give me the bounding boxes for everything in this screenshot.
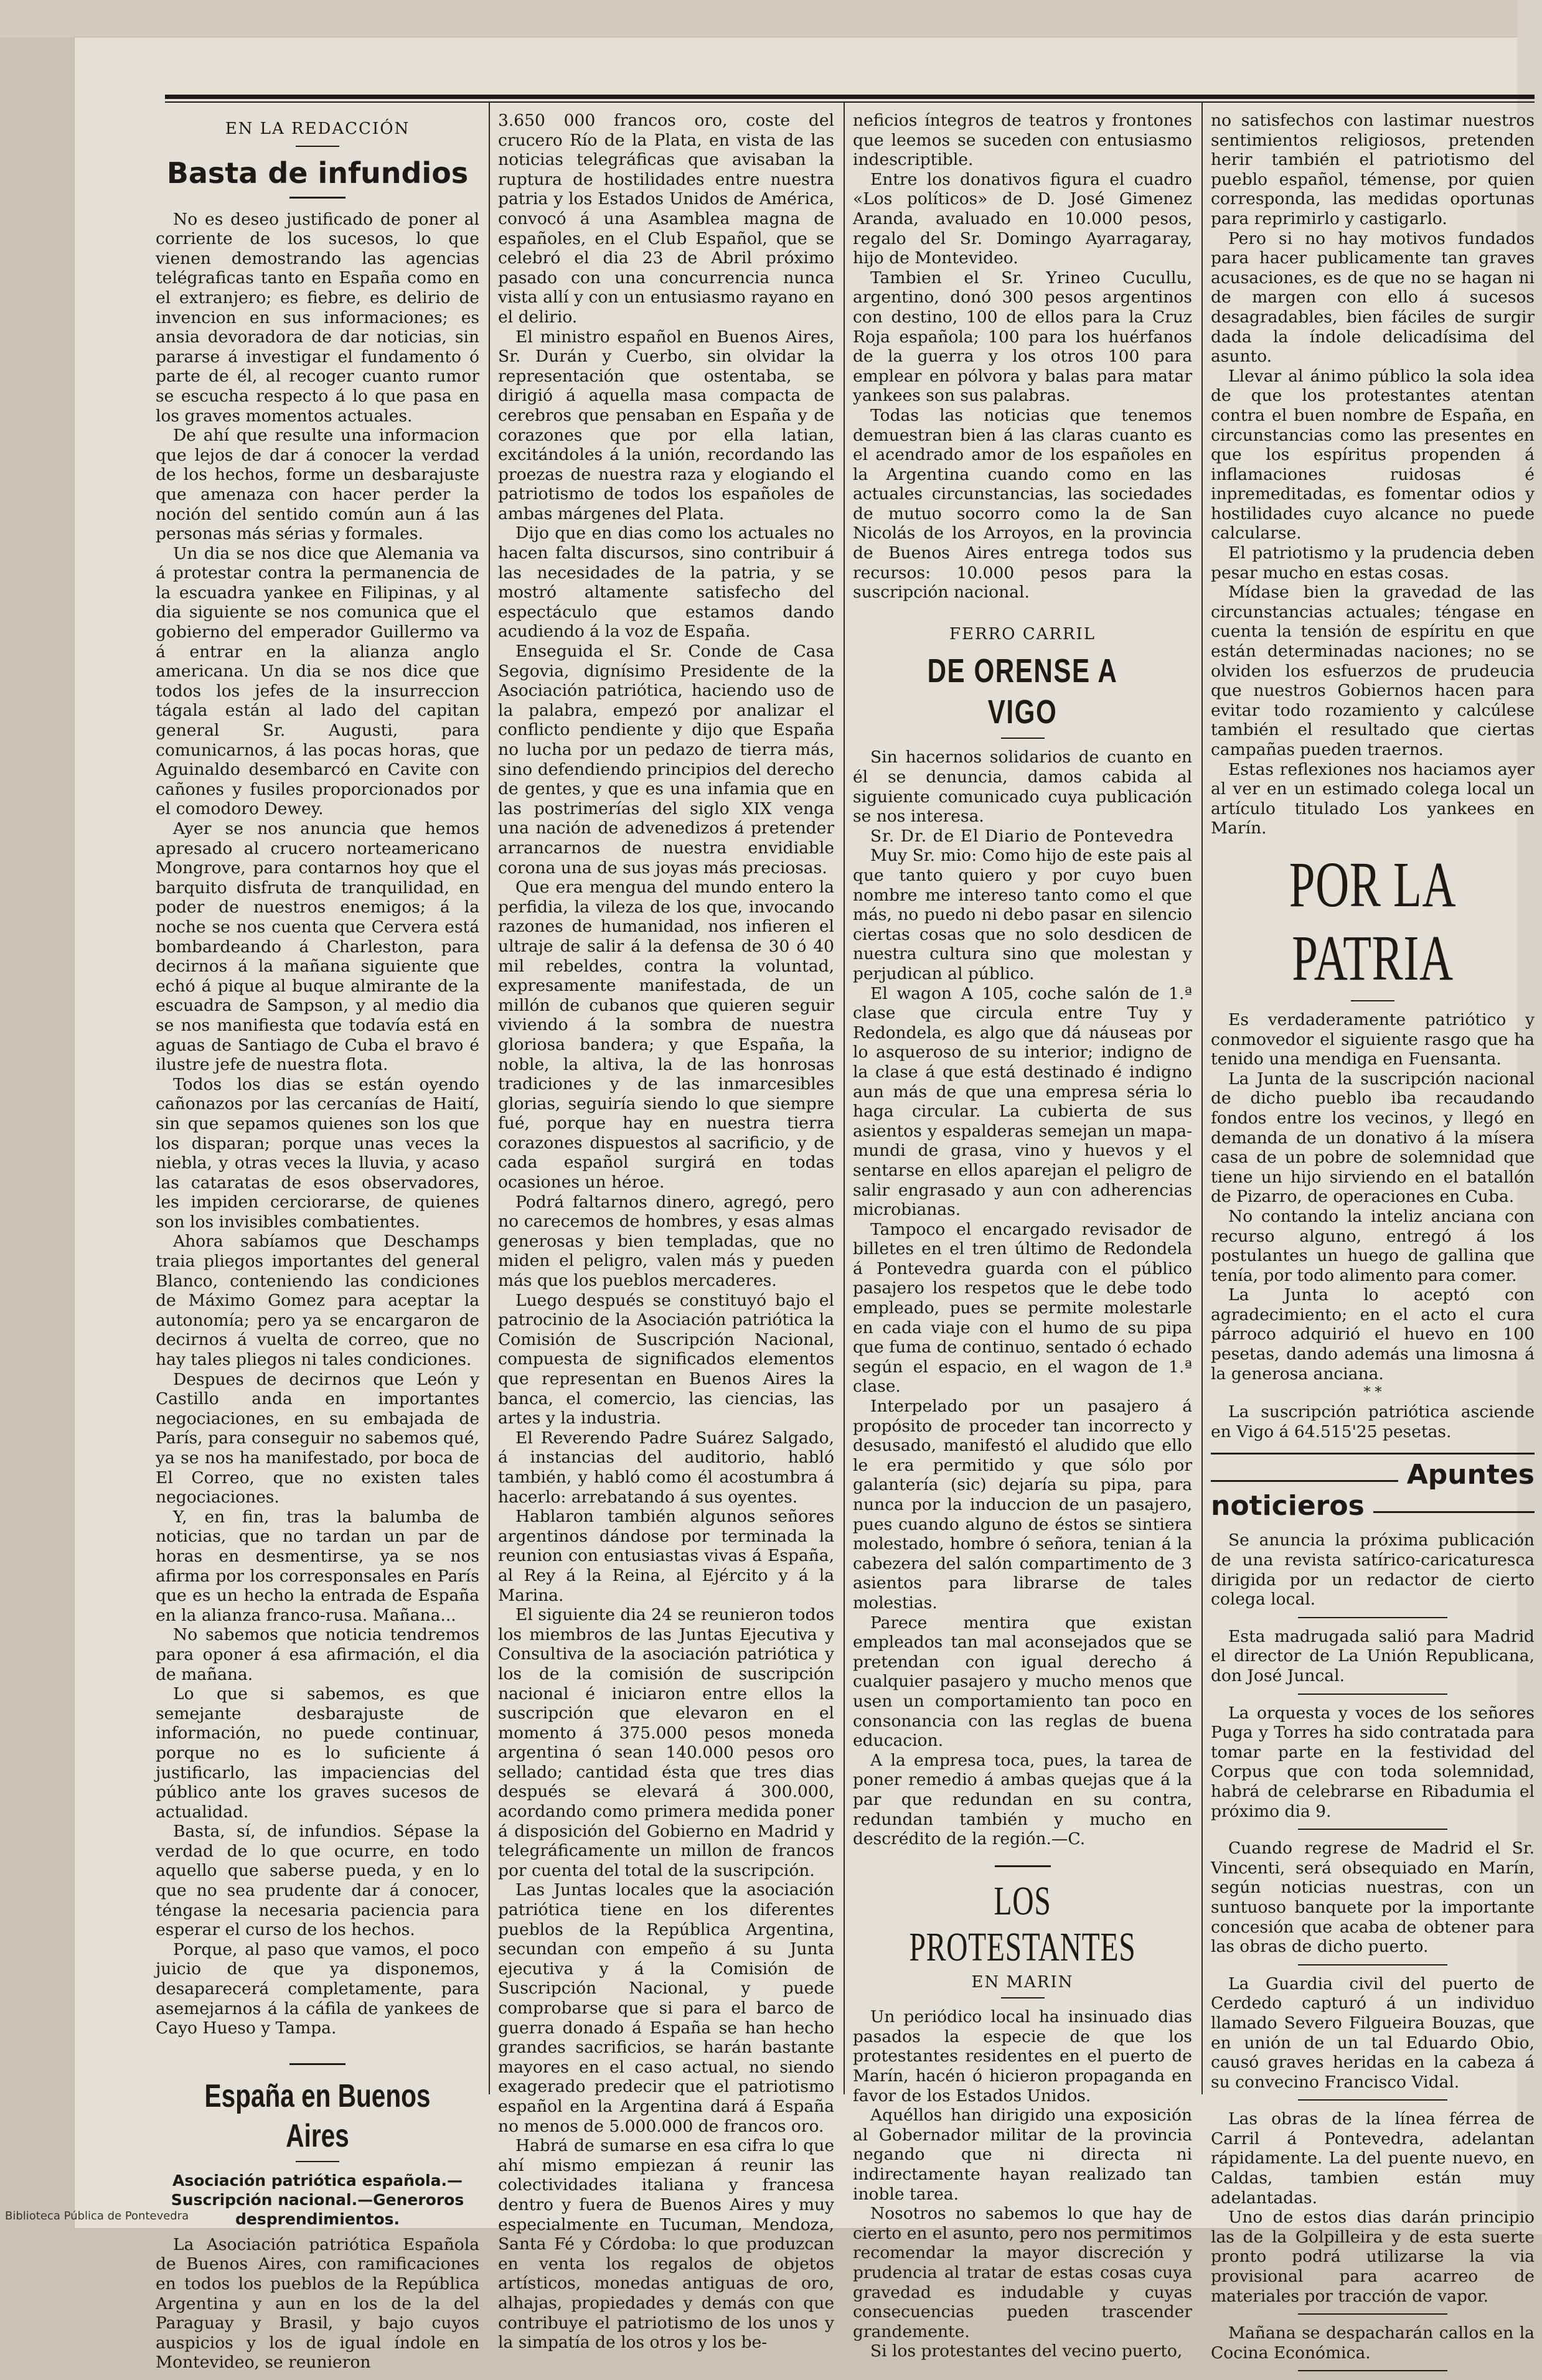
news-item: Uno de estos dias darán principio las de la Golpilleira y de esta suerte pronto podrá utilizarse la via provisional para acarreo de materiales por tracción de vapor. xyxy=(1211,2208,1535,2306)
paragraph: no satisfechos con lastimar nuestros sentimientos religiosos, pretenden herir también el patriotismo del pueblo español, témense, por quien corresponda, las medidas oportunas para reprimirlo y castigarlo. xyxy=(1211,111,1535,228)
paragraph: Llevar al ánimo público la sola idea de que los protestantes atentan contra el buen nombre de España, en circunstancias como las presentes en que los espíritus propenden á inflamaciones ruidosas é inpremeditadas, es fomentar odios y hostilidades cuyo alcance no puede calcularse. xyxy=(1211,366,1535,543)
paragraph: La suscripción patriótica asciende en Vigo á 64.515'25 pesetas. xyxy=(1211,1402,1535,1441)
divider xyxy=(1351,1000,1394,1001)
section-kicker: EN LA REDACCIÓN xyxy=(225,119,410,138)
divider xyxy=(1001,1997,1045,1998)
headline-de-orense-a-vigo: DE ORENSE A VIGO xyxy=(927,652,1118,731)
divider xyxy=(1001,738,1045,739)
paragraph: Habrá de sumarse en esa cifra lo que ahí mismo empiezan á reunir las colectividades italiana y francesa dentro y fuera de Buenos Aires y muy especialmente en Tucuman, Mendoza, Santa Fé y Córdoba: lo que produzcan en venta los regalos de objetos artísticos, monedas antiguas de oro, alhajas, propiedades y demás con que contribuye el patriotismo de los unos y la simpatía de los otros y los be- xyxy=(498,2136,834,2353)
top-rule-thin xyxy=(165,101,1535,103)
paragraph: 3.650 000 francos oro, coste del crucero Río de la Plata, en vista de las noticias telegráficas que avisaban la ruptura de hostilidades entre nuestra patria y los Estados Unidos de América, convocó á una Asamblea magna de españoles, en el Club Español, que se celebró el dia 23 de Abril próximo pasado con una concurrencia nunca vista allí y con un entusiasmo rayano en el delirio. xyxy=(498,111,834,327)
paragraph: Despues de decirnos que León y Castillo anda en importantes negociaciones, en su embajada de París, para conseguir no sabemos qué, ya se nos ha manifestado, por boca de El Correo, que no existen tales negociaciones. xyxy=(156,1369,479,1507)
paragraph: Muy Sr. mio: Como hijo de este pais al que tanto quiero y por cuyo buen nombre me intereso tanto como el que más, no puedo ni debo pasar en silencio ciertas cosas que no solo desdicen de nuestra cultura sino que molestan y perjudican al público. xyxy=(853,846,1192,983)
paragraph: Que era mengua del mundo entero la perfidia, la vileza de los que, invocando razones de humanidad, nos infieren el ultraje de salir á la defensa de 30 ó 40 mil rebeldes, contra la voluntad, expresamente manifestada, de un millón de cubanos que quieren seguir viviendo á la sombra de nuestra gloriosa bandera; y que España, la noble, la altiva, la de las honrosas tradiciones y de las inmarcesibles glorias, seguiría siendo lo que siempre fué, porque hay en nuestra tierra corazones dispuestos al sacrificio, y de cada español surgirá en todas ocasiones un héroe. xyxy=(498,878,834,1192)
paragraph: Un dia se nos dice que Alemania va á protestar contra la permanencia de la escuadra yankee en Filipinas, y al dia siguiente se nos comunica que el gobierno del emperador Guillermo va á entrar en la alianza anglo americana. Un dia se nos dice que todos los jefes de la insurreccion tágala están al lado del capitan general Sr. Augusti, para comunicarnos, á las pocas horas, que Aguinaldo desembarcó en Cavite con cañones y fusiles proporcionados por el comodoro Dewey. xyxy=(156,543,479,819)
paragraph: Aquéllos han dirigido una exposición al Gobernador militar de la provincia negando que ni directa ni indirectamente hayan realizado tan inoble tarea. xyxy=(853,2106,1192,2204)
headline-noticieros: noticieros xyxy=(1211,1490,1365,1522)
paragraph: Lo que si sabemos, es que semejante desbarajuste de información, no puede continuar, porque no es lo suficiente á justificarlo, las impaciencias del público ante los graves sucesos de actualidad. xyxy=(156,1684,479,1822)
paragraph: La Junta lo aceptó con agradecimiento; en el acto el cura párroco adquirió el huevo en 100 pesetas, dando además una limosna á la generosa anciana. xyxy=(1211,1285,1535,1384)
paragraph: Ahora sabíamos que Deschamps traia pliegos importantes del general Blanco, conteniendo las condiciones de Máximo Gomez para aceptar la autonomía; pero ya se encargaron de decirnos á vuelta de correo, que no hay tales pliegos ni tales condiciones. xyxy=(156,1232,479,1370)
paragraph: A la empresa toca, pues, la tarea de poner remedio á ambas quejas que á la par que redundan en su contra, redundan también y mucho en descrédito de la región.—C. xyxy=(853,1750,1192,1849)
paragraph: Si los protestantes del vecino puerto, xyxy=(870,2341,1183,2361)
paragraph: Un periódico local ha insinuado dias pasados la especie de que los protestantes residentes en el puerto de Marín, hacén ó hicieron propaganda en favor de los Estados Unidos. xyxy=(853,2007,1192,2106)
column-1 xyxy=(156,111,479,2373)
paragraph: Sin hacernos solidarios de cuanto en él se denuncia, damos cabida al siguiente comunicado cuya publicación se nos interesa. xyxy=(853,747,1192,827)
paragraph: De ahí que resulte una informacion que lejos de dar á conocer la verdad de los hechos, forme un desbarajuste que amenaza con hacer perder la noción del sentido común aun á las personas más sérias y formales. xyxy=(156,426,479,544)
headline-los-protestantes: LOS PROTESTANTES xyxy=(909,1878,1136,1970)
paragraph: neficios íntegros de teatros y frontones que leemos se suceden con entusiasmo indescriptible. xyxy=(853,111,1192,170)
divider xyxy=(289,2063,346,2065)
paragraph: Ayer se nos anuncia que hemos apresado al crucero norteamericano Mongrove, para contarnos hoy que el barquito disfruta de tranquilidad, en poder de nuestros enemigos; á la noche se nos cuenta que Cervera está bombardeando á Charleston, para decirnos á la mañana siguiente que echó á pique al buque almirante de la escuadra de Sampson, y al medio dia se nos manifiesta que todavía está en aguas de Santiago de Cuba el bravo é ilustre jefe de nuestra flota. xyxy=(156,819,479,1075)
heading-rule xyxy=(1211,1480,1398,1482)
section-kicker: EN MARIN xyxy=(971,1972,1074,1992)
paragraph: Y, en fin, tras la balumba de noticias, que no tardan un par de horas en desmentirse, ya se nos afirma por los corresponsales en París que es un hecho la entrada de España en la alianza franco-rusa. Mañana... xyxy=(156,1507,479,1625)
asterism: * * xyxy=(1363,1385,1382,1401)
paragraph: Interpelado por un pasajero á propósito de proceder tan incorrecto y desusado, manifestó el aludido que ello le era permitido y que sólo por galantería (sic) dejaría su pipa, para nunca por la induccion de un pasajero, pues cuando alguno de éstos se sintiera molestado, hombre ó señora, tenian á la cabezera del salón compartimento de 3 asientos para librarse de tales molestias. xyxy=(853,1397,1192,1613)
paragraph: Pero si no hay motivos fundados para hacer publicamente tan graves acusaciones, es de que no se hagan ni de margen con ello á sucesos desagradables, bien fáciles de surgir dada la índole delicadísima del asunto. xyxy=(1211,228,1535,367)
paragraph: No es deseo justificado de poner al corriente de los sucesos, lo que vienen demostrando las agencias telégraficas tanto en España como en el extranjero; es fiebre, es delirio de invencion en sus informaciones; es ansia devoradora de dar noticias, sin pararse á investigar el fundamento ó parte de él, al recoger cuanto rumor se escucha respecto á lo que pasa en los graves momentos actuales. xyxy=(156,209,479,426)
apuntes-heading xyxy=(1211,1459,1535,1491)
headline-espana-en-buenos-aires: España en Buenos Aires xyxy=(204,2078,431,2154)
divider xyxy=(1298,1617,1447,1618)
divider xyxy=(296,146,339,147)
noticieros-heading xyxy=(1211,1491,1535,1522)
news-item: Esta madrugada salió para Madrid el director de La Unión Republicana, don José Juncal. xyxy=(1211,1626,1535,1685)
paragraph: Luego después se constituyó bajo el patrocinio de la Asociación patriótica la Comisión de Suscripción Nacional, compuesta de significados elementos que representan en Buenos Aires la banca, el comercio, las ciencias, las artes y la industria. xyxy=(498,1290,834,1428)
divider xyxy=(1298,2313,1447,2315)
library-credit: Biblioteca Pública de Pontevedra xyxy=(5,2209,189,2223)
paragraph: Enseguida el Sr. Conde de Casa Segovia, dignísimo Presidente de la Asociación patriótica, haciendo uso de la palabra, empezó por analizar el conflicto pendiente y dijo que España no lucha por un pedazo de tierra más, sino defendiendo principios del derecho de gentes, y que es una infamia que en las postrimerías del siglo XIX venga una nación de advenedizos á pretender arrancarnos de nuestra envidiable corona una de sus joyas más preciosas. xyxy=(498,642,834,878)
column-rule xyxy=(489,103,490,2094)
column-rule xyxy=(1201,103,1203,2094)
divider xyxy=(1298,1829,1447,1830)
divider xyxy=(1298,1964,1447,1965)
paragraph: La Asociación patriótica Española de Buenos Aires, con ramificaciones en todos los pueblos de la República Argentina y aun en los de la del Paraguay y Brasil, y bajo cuyos auspicios y los de igual índole en Montevideo, se reunieron xyxy=(156,2234,479,2373)
paragraph: Tampoco el encargado revisador de billetes en el tren último de Redondela á Pontevedra guarda con el público pasajero los respetos que le debe todo empleado, pues se permite molestarle en cada viaje con el humo de su pipa que fuma de continuo, sentado ó echado según el espacio, en el wagon de 1.ª clase. xyxy=(853,1219,1192,1397)
paragraph: El patriotismo y la prudencia deben pesar mucho en estas cosas. xyxy=(1211,543,1535,583)
paragraph: Hablaron también algunos señores argentinos dándose por terminada la reunion con entusiastas vivas á España, al Rey á la Reina, al Ejército y á la Marina. xyxy=(498,1507,834,1605)
paragraph: Porque, al paso que vamos, el poco juicio de que ya disponemos, desaparecerá completamente, para asemejarnos á la cáfila de yankees de Cayo Hueso y Tampa. xyxy=(156,1939,479,2038)
paragraph: Parece mentira que existan empleados tan mal aconsejados que se pretendan con igual derecho á cualquier pasajero y mucho menos que usen un comportamiento tan poco en consonancia con las reglas de buena educacion. xyxy=(853,1613,1192,1751)
divider xyxy=(289,197,346,199)
column-4 xyxy=(1211,111,1535,2380)
news-item: La Guardia civil del puerto de Cerdedo capturó á un individuo llamado Severo Filgueira Bouzas, que en unión de un tal Eduardo Obio, causó graves heridas en la cabeza á su convecino Francisco Vidal. xyxy=(1211,1974,1535,2092)
column-3 xyxy=(853,111,1192,2361)
letter-salutation: Sr. Dr. de El Diario de Pontevedra xyxy=(870,826,1175,846)
column-2 xyxy=(498,111,834,2353)
divider xyxy=(296,2161,339,2162)
news-item: Las obras de la línea férrea de Carril á Pontevedra, adelantan rápidamente. La del puente nuevo, en Caldas, tambien están muy adelantadas. xyxy=(1211,2109,1535,2208)
headline-por-la-patria: POR LA PATRIA xyxy=(1289,848,1457,994)
paragraph: Las Juntas locales que la asociación patriótica tiene en los diferentes pueblos de la República Argentina, secundan con empeño á su Junta ejecutiva y á la Comisión de Suscripción Nacional, y puede comprobarse que si para el barco de guerra donado á España se han hecho grandes sacrificios, se harán bastante mayores en el caso actual, no siendo exagerado predecir que el patriotismo español en la Argentina dará á España no menos de 5.000.000 de francos oro. xyxy=(498,1880,834,2136)
paragraph: Dijo que en dias como los actuales no hacen falta discursos, sino contribuir á las necesidades de la patria, y se mostró altamente satisfecho del espectáculo que estamos dando acudiendo á la voz de España. xyxy=(498,523,834,642)
paragraph: No sabemos que noticia tendremos para oponer á esa afirmación, el dia de mañana. xyxy=(156,1625,479,1684)
paragraph: Podrá faltarnos dinero, agregó, pero no carecemos de hombres, y esas almas generosas y bien templadas, que no miden el peligro, valen más y pueden más que los pueblos mercaderes. xyxy=(498,1192,834,1291)
paragraph: La Junta de la suscripción nacional de dicho pueblo iba recaudando fondos entre los vecinos, y llegó en demanda de un donativo á la mísera casa de un pobre de solemnidad que tiene un hijo sirviendo en el batallón de Pizarro, de operaciones en Cuba. xyxy=(1211,1069,1535,1207)
paragraph: Todas las noticias que tenemos demuestran bien á las claras cuanto es el acendrado amor de los españoles en la Argentina cuando como en las actuales circunstancias, las sociedades de mutuo socorro como la de San Nicolás de los Arroyos, en la provincia de Buenos Aires entrega todos sus recursos: 10.000 pesos para la suscripción nacional. xyxy=(853,405,1192,602)
news-item: Se anuncia la próxima publicación de una revista satírico-caricaturesca dirigida por un redactor de cierto colega local. xyxy=(1211,1530,1535,1609)
paragraph: Estas reflexiones nos haciamos ayer al ver en un estimado colega local un artículo titulado Los yankees en Marín. xyxy=(1211,759,1535,838)
paragraph: Es verdaderamente patriótico y conmovedor el siguiente rasgo que ha tenido una mendiga en Fuensanta. xyxy=(1211,1010,1535,1069)
section-kicker: FERRO CARRIL xyxy=(949,624,1096,644)
news-item: Cuando regrese de Madrid el Sr. Vincenti, será obsequiado en Marín, según noticias nuestras, con un suntuoso banquete por la importante concesión que acaba de obtener para las obras de dicho puerto. xyxy=(1211,1839,1535,1957)
column-rule xyxy=(844,103,845,2094)
paragraph: El ministro español en Buenos Aires, Sr. Durán y Cuerbo, sin olvidar la representación que ostentaba, se dirigió á aquella masa compacta de cerebros que pensaban en España y de corazones que por ella latian, excitándoles á la unión, recordando las proezas de nuestra raza y elogiando el patriotismo de todos los españoles de ambas márgenes del Plata. xyxy=(498,327,834,523)
top-rule xyxy=(165,95,1535,99)
paragraph: Entre los donativos figura el cuadro «Los políticos» de D. José Gimenez Aranda, avaluado en 10.000 pesos, regalo del Sr. Domingo Ayarragaray, hijo de Montevideo. xyxy=(853,169,1192,268)
page-top-margin xyxy=(0,0,1542,37)
paragraph: El wagon A 105, coche salón de 1.ª clase que circula entre Tuy y Redondela, es algo que dá náuseas por lo asqueroso de su interior; indigno de la clase á que está destinado é indigno aun más de que una empresa séria lo haga circular. La cubierta de sus asientos y espalderas semejan un mapa-mundi de grasa, vino y huevos y el sentarse en ellos aparejan el peligro de salir engrasado y aun con adherencias microbianas. xyxy=(853,983,1192,1220)
subheadline: Asociación patriótica española.—Suscripción nacional.—Generoros desprendimientos. xyxy=(171,2171,464,2228)
paragraph: Todos los dias se están oyendo cañonazos por las cercanías de Haití, sin que sepamos quienes son los que los disparan; porque unas veces la niebla, y otras veces la lluvia, y acaso las cataratas de esos observadores, les impiden cerciorarse, de quienes son los invisibles combatientes. xyxy=(156,1074,479,1232)
news-item: La orquesta y voces de los señores Puga y Torres ha sido contratada para tomar parte en la festividad del Corpus que con toda solemnidad, habrá de celebrarse en Ribadumia el próximo dia 9. xyxy=(1211,1703,1535,1821)
paragraph: No contando la inteliz anciana con recurso alguno, entregó á los postulantes un huego de gallina que tenía, por todo alimento para comer. xyxy=(1211,1206,1535,1285)
divider xyxy=(995,1865,1051,1867)
section-rule xyxy=(1211,1453,1535,1455)
paragraph: Basta, sí, de infundios. Sépase la verdad de lo que ocurre, en todo aquello que saberse pueda, y en lo que no sea prudente dar á conocer, téngase la necesaria paciencia para esperar el curso de los hechos. xyxy=(156,1822,479,1940)
paragraph: Tambien el Sr. Yrineo Cucullu, argentino, donó 300 pesos argentinos con destino, 100 de ellos para la Cruz Roja española; 100 para los huérfanos de la guerra y los otros 100 para emplear en pólvora y balas para matar yankees son sus palabras. xyxy=(853,268,1192,406)
headline-apuntes: Apuntes xyxy=(1406,1459,1535,1491)
divider xyxy=(1298,1694,1447,1695)
heading-rule xyxy=(1373,1511,1535,1513)
headline-basta-de-infundios: Basta de infundios xyxy=(166,156,469,190)
divider xyxy=(1298,2099,1447,2101)
paragraph: Nosotros no sabemos lo que hay de cierto en el asunto, pero nos permitimos recomendar la mayor discreción y prudencia al tratar de estas cosas cuya gravedad es indudable y cuyas consecuencias pueden trascender grandemente. xyxy=(853,2204,1192,2341)
paragraph: Mídase bien la gravedad de las circunstancias actuales; téngase en cuenta la tensión de espíritu en que están determinadas naciones; no se olviden los esfuerzos de prudeucia que nuestros Gobiernos hacen para evitar todo rozamiento y calcúlese también el resultado que ciertas campañas pueden traernos. xyxy=(1211,583,1535,759)
news-item: Mañana se despacharán callos en la Cocina Económica. xyxy=(1211,2323,1535,2363)
paragraph: El Reverendo Padre Suárez Salgado, á instancias del auditorio, habló también, y habló como él acostumbra á hacerlo: arrebatando á sus oyentes. xyxy=(498,1428,834,1507)
paragraph: El siguiente dia 24 se reunieron todos los miembros de las Juntas Ejecutiva y Consultiva de la asociación patriótica y los de la comisión de suscripción nacional é iniciaron entre ellos la suscripción que elevaron en el momento á 375.000 pesos moneda argentina ó sean 140.000 pesos oro sellado; cantidad ésta que tres dias después se elevará á 300.000, acordando como primera medida poner á disposición del Gobierno en Madrid y telegráficamente un millon de francos por cuenta del total de la suscripción. xyxy=(498,1605,834,1880)
divider xyxy=(1298,2370,1447,2371)
